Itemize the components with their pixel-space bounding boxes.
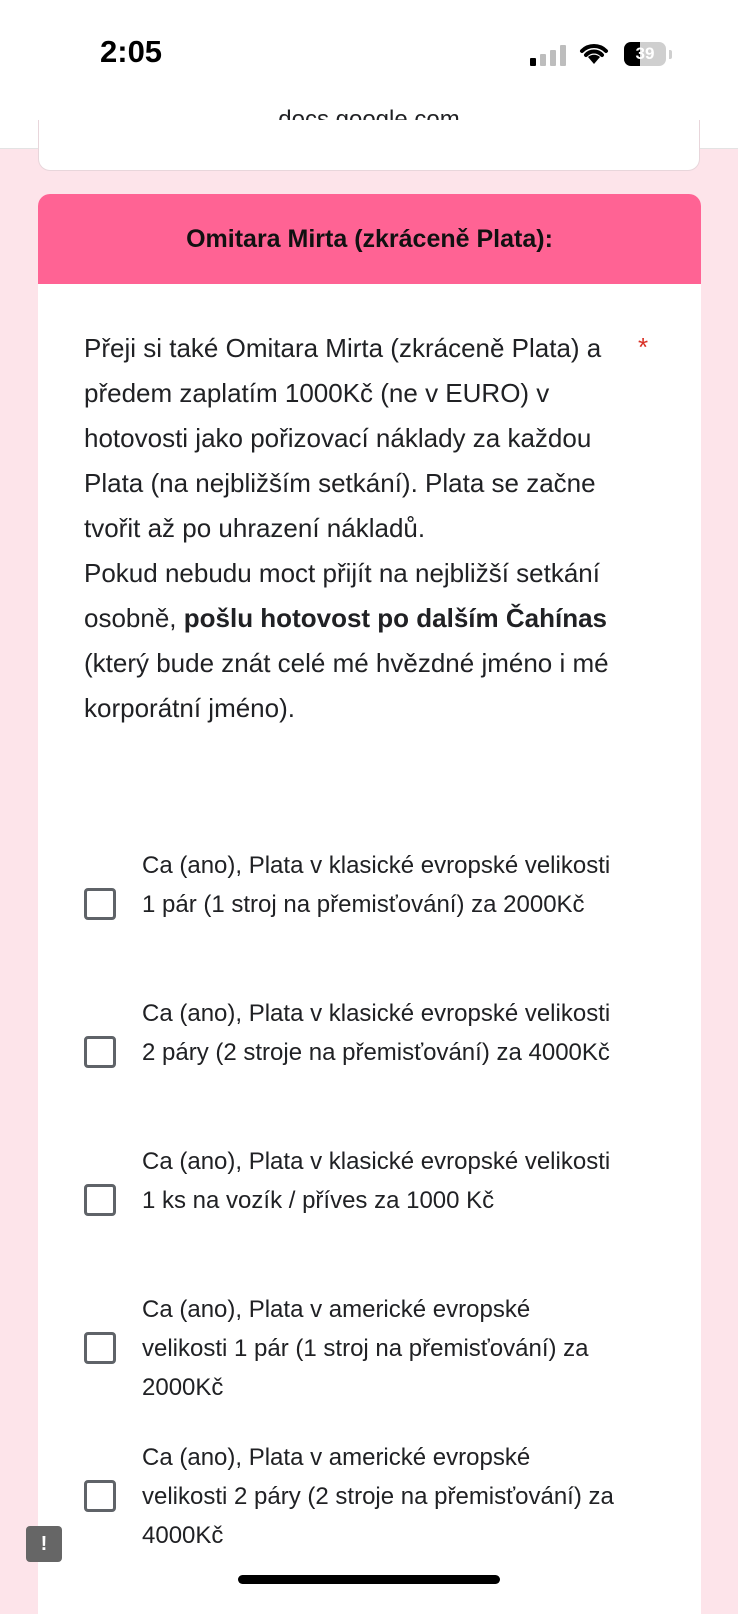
battery-icon	[624, 42, 666, 66]
checkbox[interactable]	[84, 1184, 116, 1216]
checkbox-option[interactable]	[84, 1142, 684, 1290]
question-text-part1: Přeji si také Omitara Mirta (zkráceně Plata) a předem zaplatím 1000Kč (ne v EURO) v hotovosti jako pořizovací náklady za každou Plata (na nejbližším setkání). Plata se začne tvořit až po uhrazení nákladů.	[84, 333, 602, 543]
checkbox-label[interactable]: Ca (ano), Plata v americké evropské velikosti 1 pár (1 stroj na přemisťování) za 2000Kč	[142, 1296, 589, 1401]
status-bar	[0, 0, 738, 100]
question-text	[84, 326, 624, 731]
checkbox-option[interactable]	[84, 994, 684, 1142]
checkbox[interactable]	[84, 1036, 116, 1068]
question-card	[38, 194, 701, 1614]
checkbox-label[interactable]: Ca (ano), Plata v klasické evropské velikosti 2 páry (2 stroje na přemisťování) za 4000Kč	[142, 1000, 611, 1066]
cellular-signal-icon	[530, 44, 568, 66]
home-indicator[interactable]	[238, 1575, 500, 1584]
checkbox-option[interactable]	[84, 1438, 684, 1586]
checkbox-options	[84, 846, 684, 1586]
checkbox-label[interactable]: Ca (ano), Plata v klasické evropské velikosti 1 ks na vozík / příves za 1000 Kč	[142, 1148, 611, 1214]
question-text-part2: Pokud nebudu moct přijít na nejbližší setkání osobně,	[84, 558, 600, 633]
checkbox-label[interactable]: Ca (ano), Plata v klasické evropské velikosti 1 pár (1 stroj na přemisťování) za 2000Kč	[142, 852, 611, 918]
checkbox-option[interactable]	[84, 846, 684, 994]
section-title: Omitara Mirta (zkráceně Plata):	[186, 224, 553, 253]
status-time: 2:05	[100, 34, 163, 69]
previous-card	[38, 120, 700, 171]
section-header	[38, 194, 701, 284]
question-text-part3: (který bude znát celé mé hvězdné jméno i mé korporátní jméno).	[84, 648, 609, 723]
question-text-bold: pošlu hotovost po dalším Čahínas	[183, 603, 608, 633]
battery-tip	[669, 50, 672, 59]
checkbox[interactable]	[84, 888, 116, 920]
report-feedback-button[interactable]: !	[26, 1526, 62, 1562]
battery-percent: 39	[635, 44, 655, 63]
checkbox[interactable]	[84, 1480, 116, 1512]
checkbox-option[interactable]	[84, 1290, 684, 1438]
checkbox-label[interactable]: Ca (ano), Plata v americké evropské velikosti 2 páry (2 stroje na přemisťování) za 4000Kč	[142, 1444, 614, 1549]
required-asterisk: *	[638, 332, 649, 362]
checkbox[interactable]	[84, 1332, 116, 1364]
wifi-icon	[578, 40, 610, 66]
